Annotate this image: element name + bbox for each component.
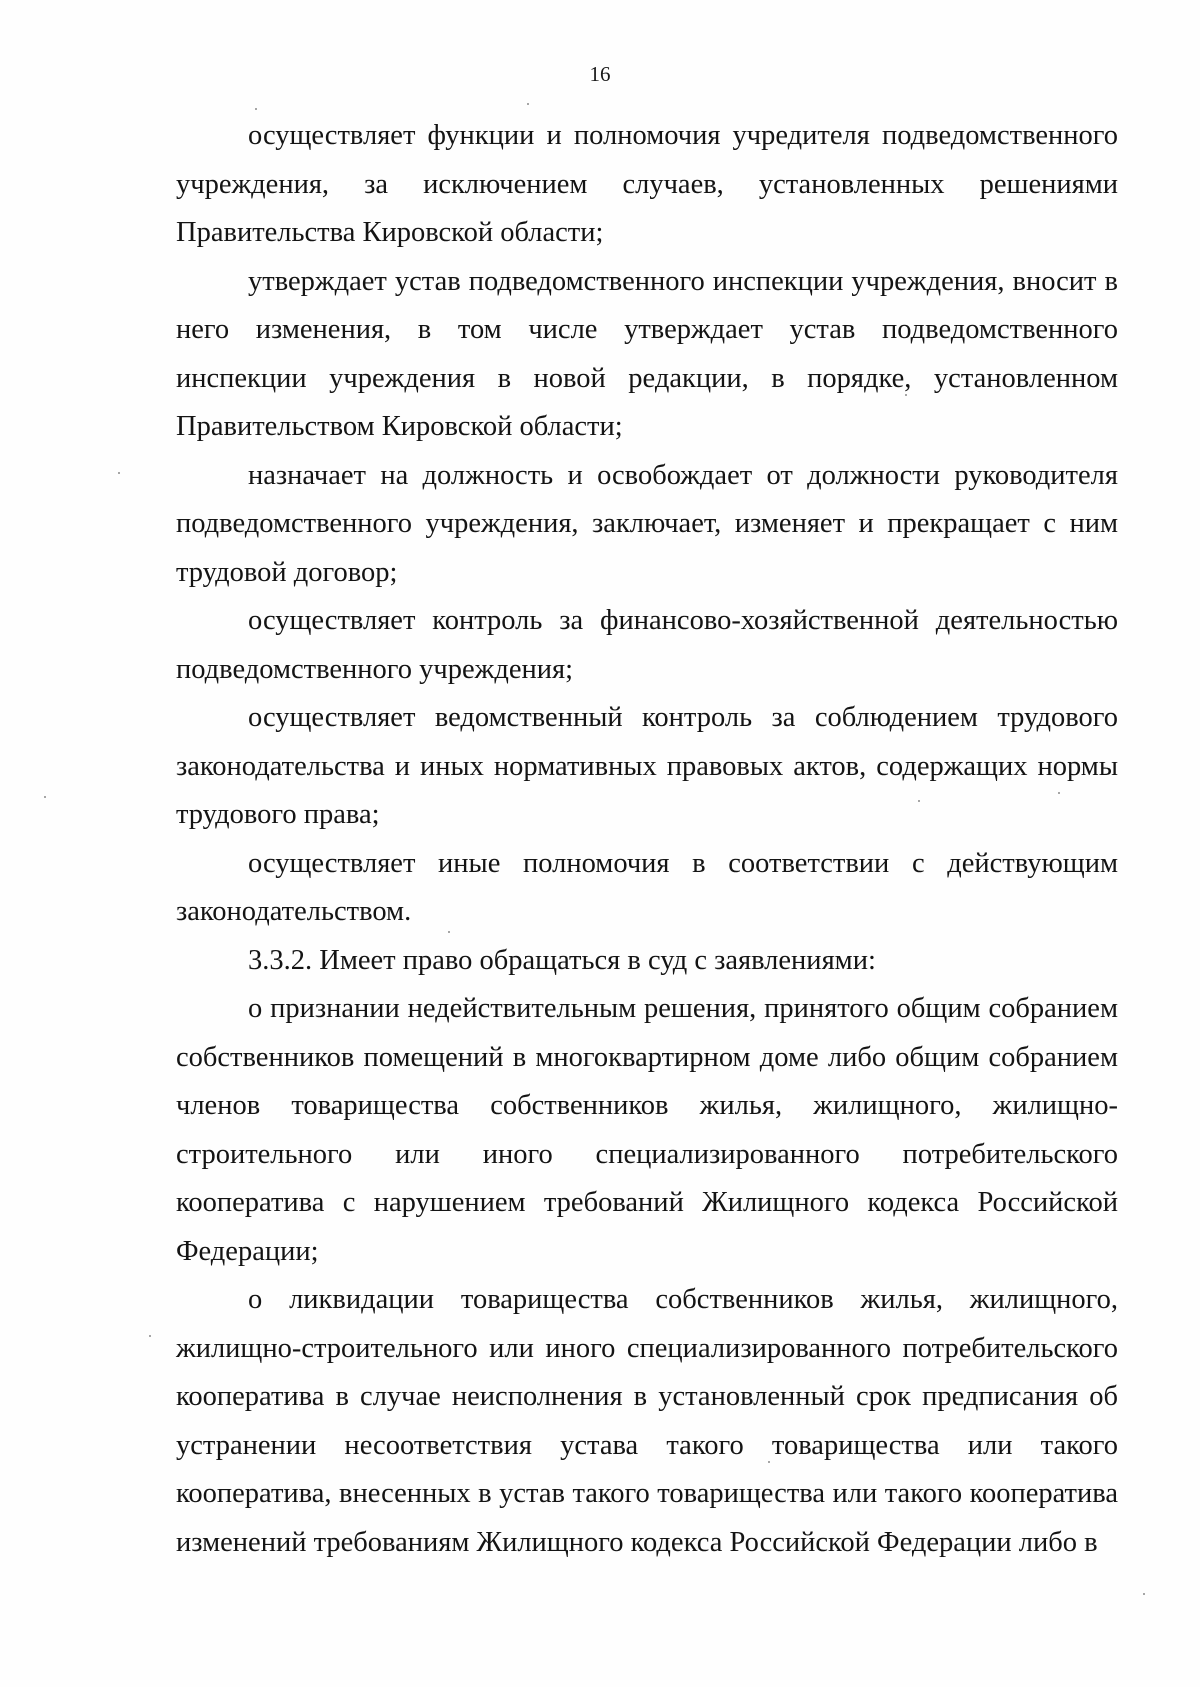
scan-speck — [44, 796, 46, 798]
scan-speck — [118, 472, 120, 474]
scan-speck — [1058, 792, 1060, 794]
paragraph: осуществляет иные полномочия в соответствии с действующим законодательством. — [176, 847, 1118, 927]
paragraph: 3.3.2. Имеет право обращаться в суд с заявлениями: — [248, 944, 876, 976]
paragraph: осуществляет ведомственный контроль за соблюдением трудового законодательства и иных нормативных правовых актов, содержащих нормы трудового права; — [176, 702, 1118, 830]
scan-speck — [905, 394, 907, 396]
scan-speck — [1143, 1593, 1145, 1595]
paragraph: утверждает устав подведомственного инспекции учреждения, вносит в него изменения, в том числе утверждает устав подведомственного инспекции учреждения в новой редакции, в порядке, установленном Правительством Кировской области; — [176, 265, 1118, 442]
paragraph: осуществляет контроль за финансово-хозяйственной деятельностью подведомственного учреждения; — [176, 605, 1118, 685]
scan-speck — [768, 1461, 770, 1463]
paragraph: о ликвидации товарищества собственников жилья, жилищного, жилищно-строительного или иного специализированного потребительского кооператива в случае неисполнения в установленный срок предписания об устранении несоответствия устава такого товарищества или такого кооператива, внесенных в устав такого товарищества или такого кооператива изменений требованиям Жилищного кодекса Российской Федерации либо в — [176, 1284, 1118, 1558]
paragraph: назначает на должность и освобождает от должности руководителя подведомственного учреждения, заключает, изменяет и прекращает с ним трудовой договор; — [176, 459, 1118, 588]
scan-speck — [918, 800, 920, 802]
page-number: 16 — [589, 62, 611, 86]
scan-speck — [527, 103, 529, 105]
paragraph: осуществляет функции и полномочия учредителя подведомственного учреждения, за исключением случаев, установленных решениями Правительства Кировской области; — [176, 120, 1118, 248]
scan-speck — [149, 1335, 151, 1337]
document-body — [176, 112, 1118, 1567]
paragraph: о признании недействительным решения, принятого общим собранием собственников помещений в многоквартирном доме либо общим собранием членов товарищества собственников жилья, жилищного, жилищно-строительного или иного специализированного потребительского кооператива с нарушением требований Жилищного кодекса Российской Федерации; — [176, 993, 1118, 1267]
scan-speck — [448, 931, 450, 933]
scan-speck — [255, 108, 257, 110]
